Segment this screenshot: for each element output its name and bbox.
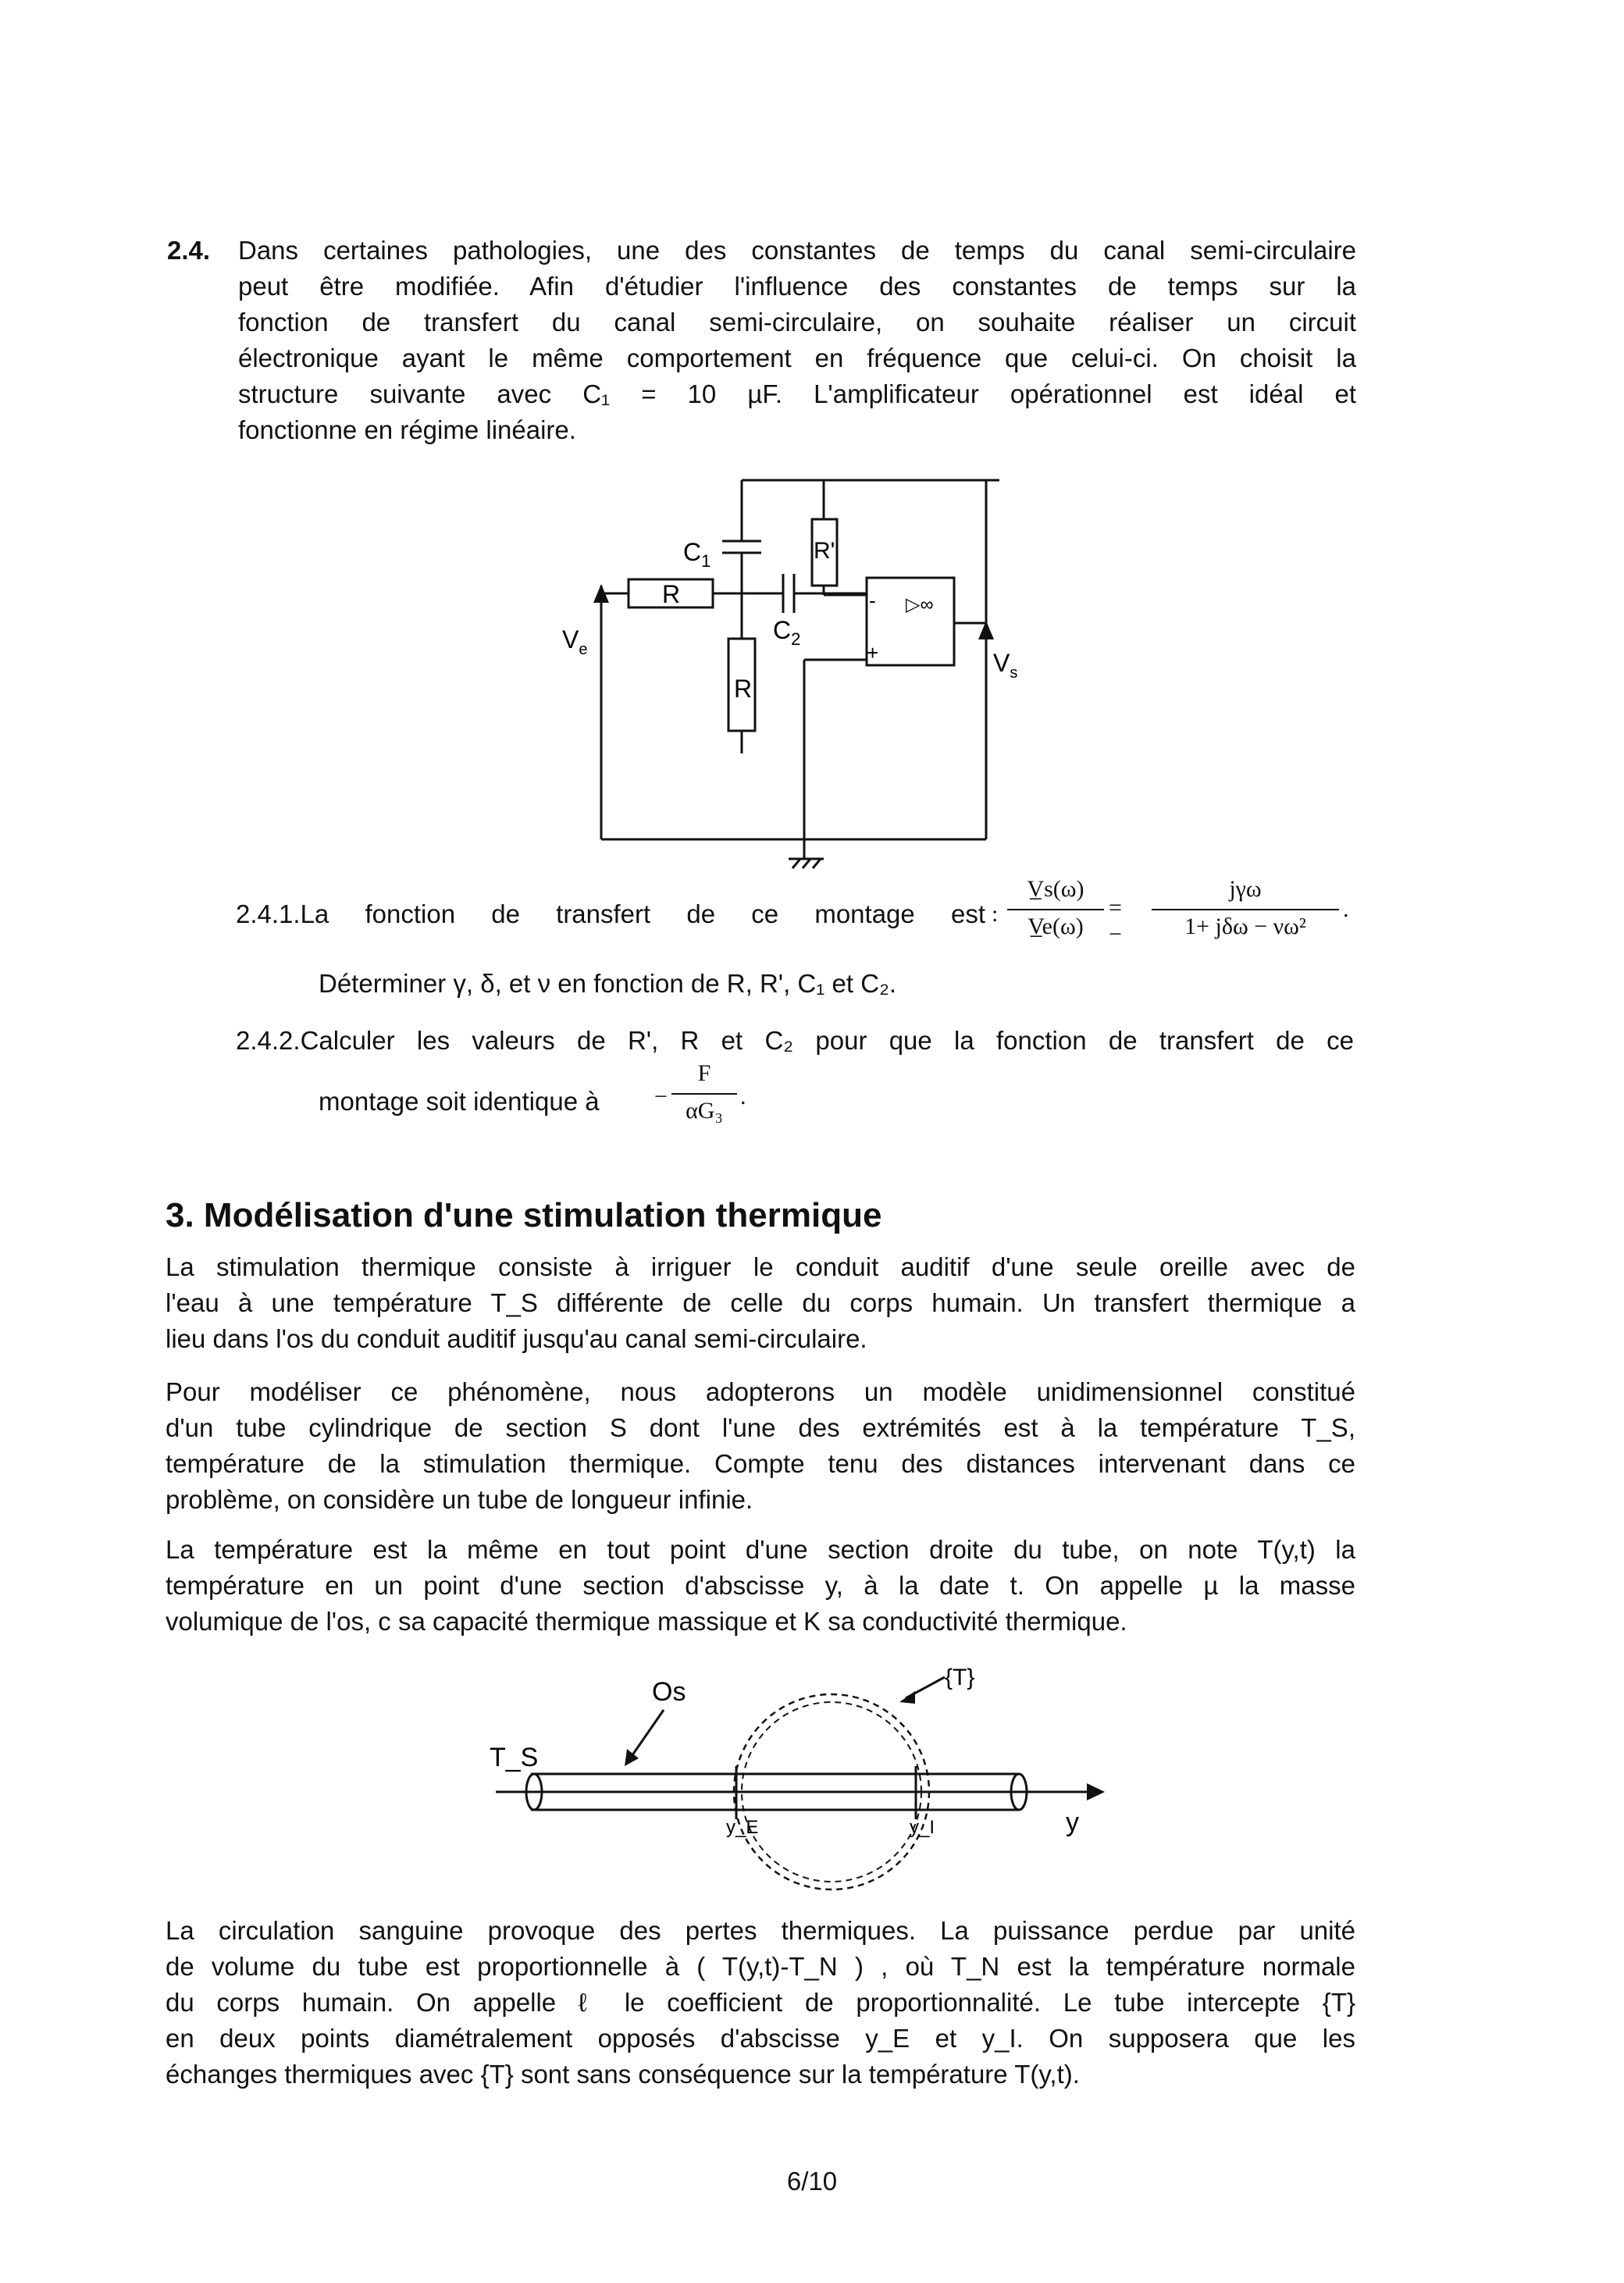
question-2-4-2: 2.4.2.Calculer les valeurs de R', R et C₂ pour que la fonction de transfert de ce bbox=[236, 1026, 1354, 1055]
r-series-label: R bbox=[662, 580, 681, 608]
lhs-denominator: V̲e(ω) bbox=[1027, 914, 1084, 939]
section-2-4-number: 2.4. bbox=[167, 236, 211, 265]
text-line: Dans certaines pathologies, une des constantes de temps du canal semi-circulaire bbox=[238, 236, 1356, 265]
question-2-4-1-line2: Déterminer γ, δ, et ν en fonction de R, R', C₁ et C₂. bbox=[319, 969, 897, 998]
os-arrow-icon bbox=[625, 1749, 639, 1766]
y-axis-label: y bbox=[1066, 1808, 1079, 1837]
r-prime-label: R' bbox=[814, 538, 835, 564]
lhs-numerator: V̲s(ω) bbox=[1027, 876, 1084, 902]
yi-label: y_I bbox=[910, 1817, 935, 1838]
page-number: 6/10 bbox=[786, 2167, 838, 2196]
section-3-paragraph-4: La circulation sanguine provoque des pertes thermiques. La puissance perdue par unité de volume du tube est proportionnelle à ( T(y,t)-T_N ) , où T_N est la température normale du corps humain. On appelle ℓ le coefficient de proportionnalité. Le tube intercepte {T} en deux points diamétralement opposés d'abscisse y_E et y_I. On supposera que les échanges thermiques avec {T} sont sans conséquence sur la température T(y,t). bbox=[166, 1916, 1355, 2089]
os-label: Os bbox=[652, 1677, 686, 1707]
c2-label: $C_2$ bbox=[773, 616, 801, 649]
rhs-denominator: 1+ jδω − νω² bbox=[1184, 914, 1306, 939]
opamp-minus-label: - bbox=[869, 589, 876, 612]
opamp-box bbox=[867, 578, 954, 665]
section-3-paragraph-2: Pour modéliser ce phénomène, nous adopterons un modèle unidimensionnel constitué d'un tube cylindrique de section S dont l'une des extrémités est à la température T_S, température de la stimulation thermique. Compte tenu des distances intervenant dans ce problème, on considère un tube de longueur infinie. bbox=[166, 1377, 1355, 1514]
ve-label: $V_e$ bbox=[562, 625, 588, 658]
opamp-symbol: ▷∞ bbox=[906, 594, 934, 615]
section-3-paragraph-3: La température est la même en tout point d'une section droite du tube, on note T(y,t) la température en un point d'une section d'abscisse y, à la date t. On appelle µ la masse volumique de l'os, c sa capacité thermique massique et K sa conductivité thermique. bbox=[166, 1535, 1355, 1636]
circle-t-label: {T} bbox=[945, 1665, 975, 1690]
y-axis-arrow-icon bbox=[1087, 1783, 1105, 1800]
vs-label: $V_s$ bbox=[993, 649, 1018, 682]
text-line: fonctionne en régime linéaire. bbox=[238, 415, 576, 444]
text-line: peut être modifiée. Afin d'étudier l'influence des constantes de temps sur la bbox=[238, 272, 1356, 301]
r-shunt-label: R bbox=[734, 675, 753, 703]
ts-label: T_S bbox=[490, 1743, 539, 1772]
text-line: structure suivante avec C₁ = 10 µF. L'amplificateur opérationnel est idéal et bbox=[238, 379, 1356, 408]
section-3-paragraph-1: La stimulation thermique consiste à irriguer le conduit auditif d'une seule oreille avec de l'eau à une température T_S différente de celle du corps humain. Un transfert thermique a lieu dans l'os du conduit auditif jusqu'au canal semi-circulaire. bbox=[166, 1252, 1355, 1353]
t-arrow-icon bbox=[899, 1691, 915, 1704]
text-line: électronique ayant le même comportement en fréquence que celui-ci. On choisit la bbox=[238, 344, 1356, 372]
rhs-numerator: jγω bbox=[1229, 876, 1262, 902]
question-2-4-2-line2: montage soit identique à bbox=[319, 1087, 600, 1116]
section-3-title: 3. Modélisation d'une stimulation thermique bbox=[166, 1196, 882, 1234]
question-2-4-1: 2.4.1.La fonction de transfert de ce montage est bbox=[236, 899, 985, 928]
c1-label: $C_1$ bbox=[683, 538, 711, 571]
tube-diagram bbox=[468, 1663, 1156, 1929]
ye-label: y_E bbox=[726, 1817, 759, 1838]
circuit-diagram bbox=[547, 468, 1046, 890]
text-line: fonction de transfert du canal semi-circulaire, on souhaite réaliser un circuit bbox=[238, 308, 1356, 337]
section-2-4-text bbox=[238, 233, 1356, 448]
opamp-plus-label: + bbox=[867, 641, 879, 664]
